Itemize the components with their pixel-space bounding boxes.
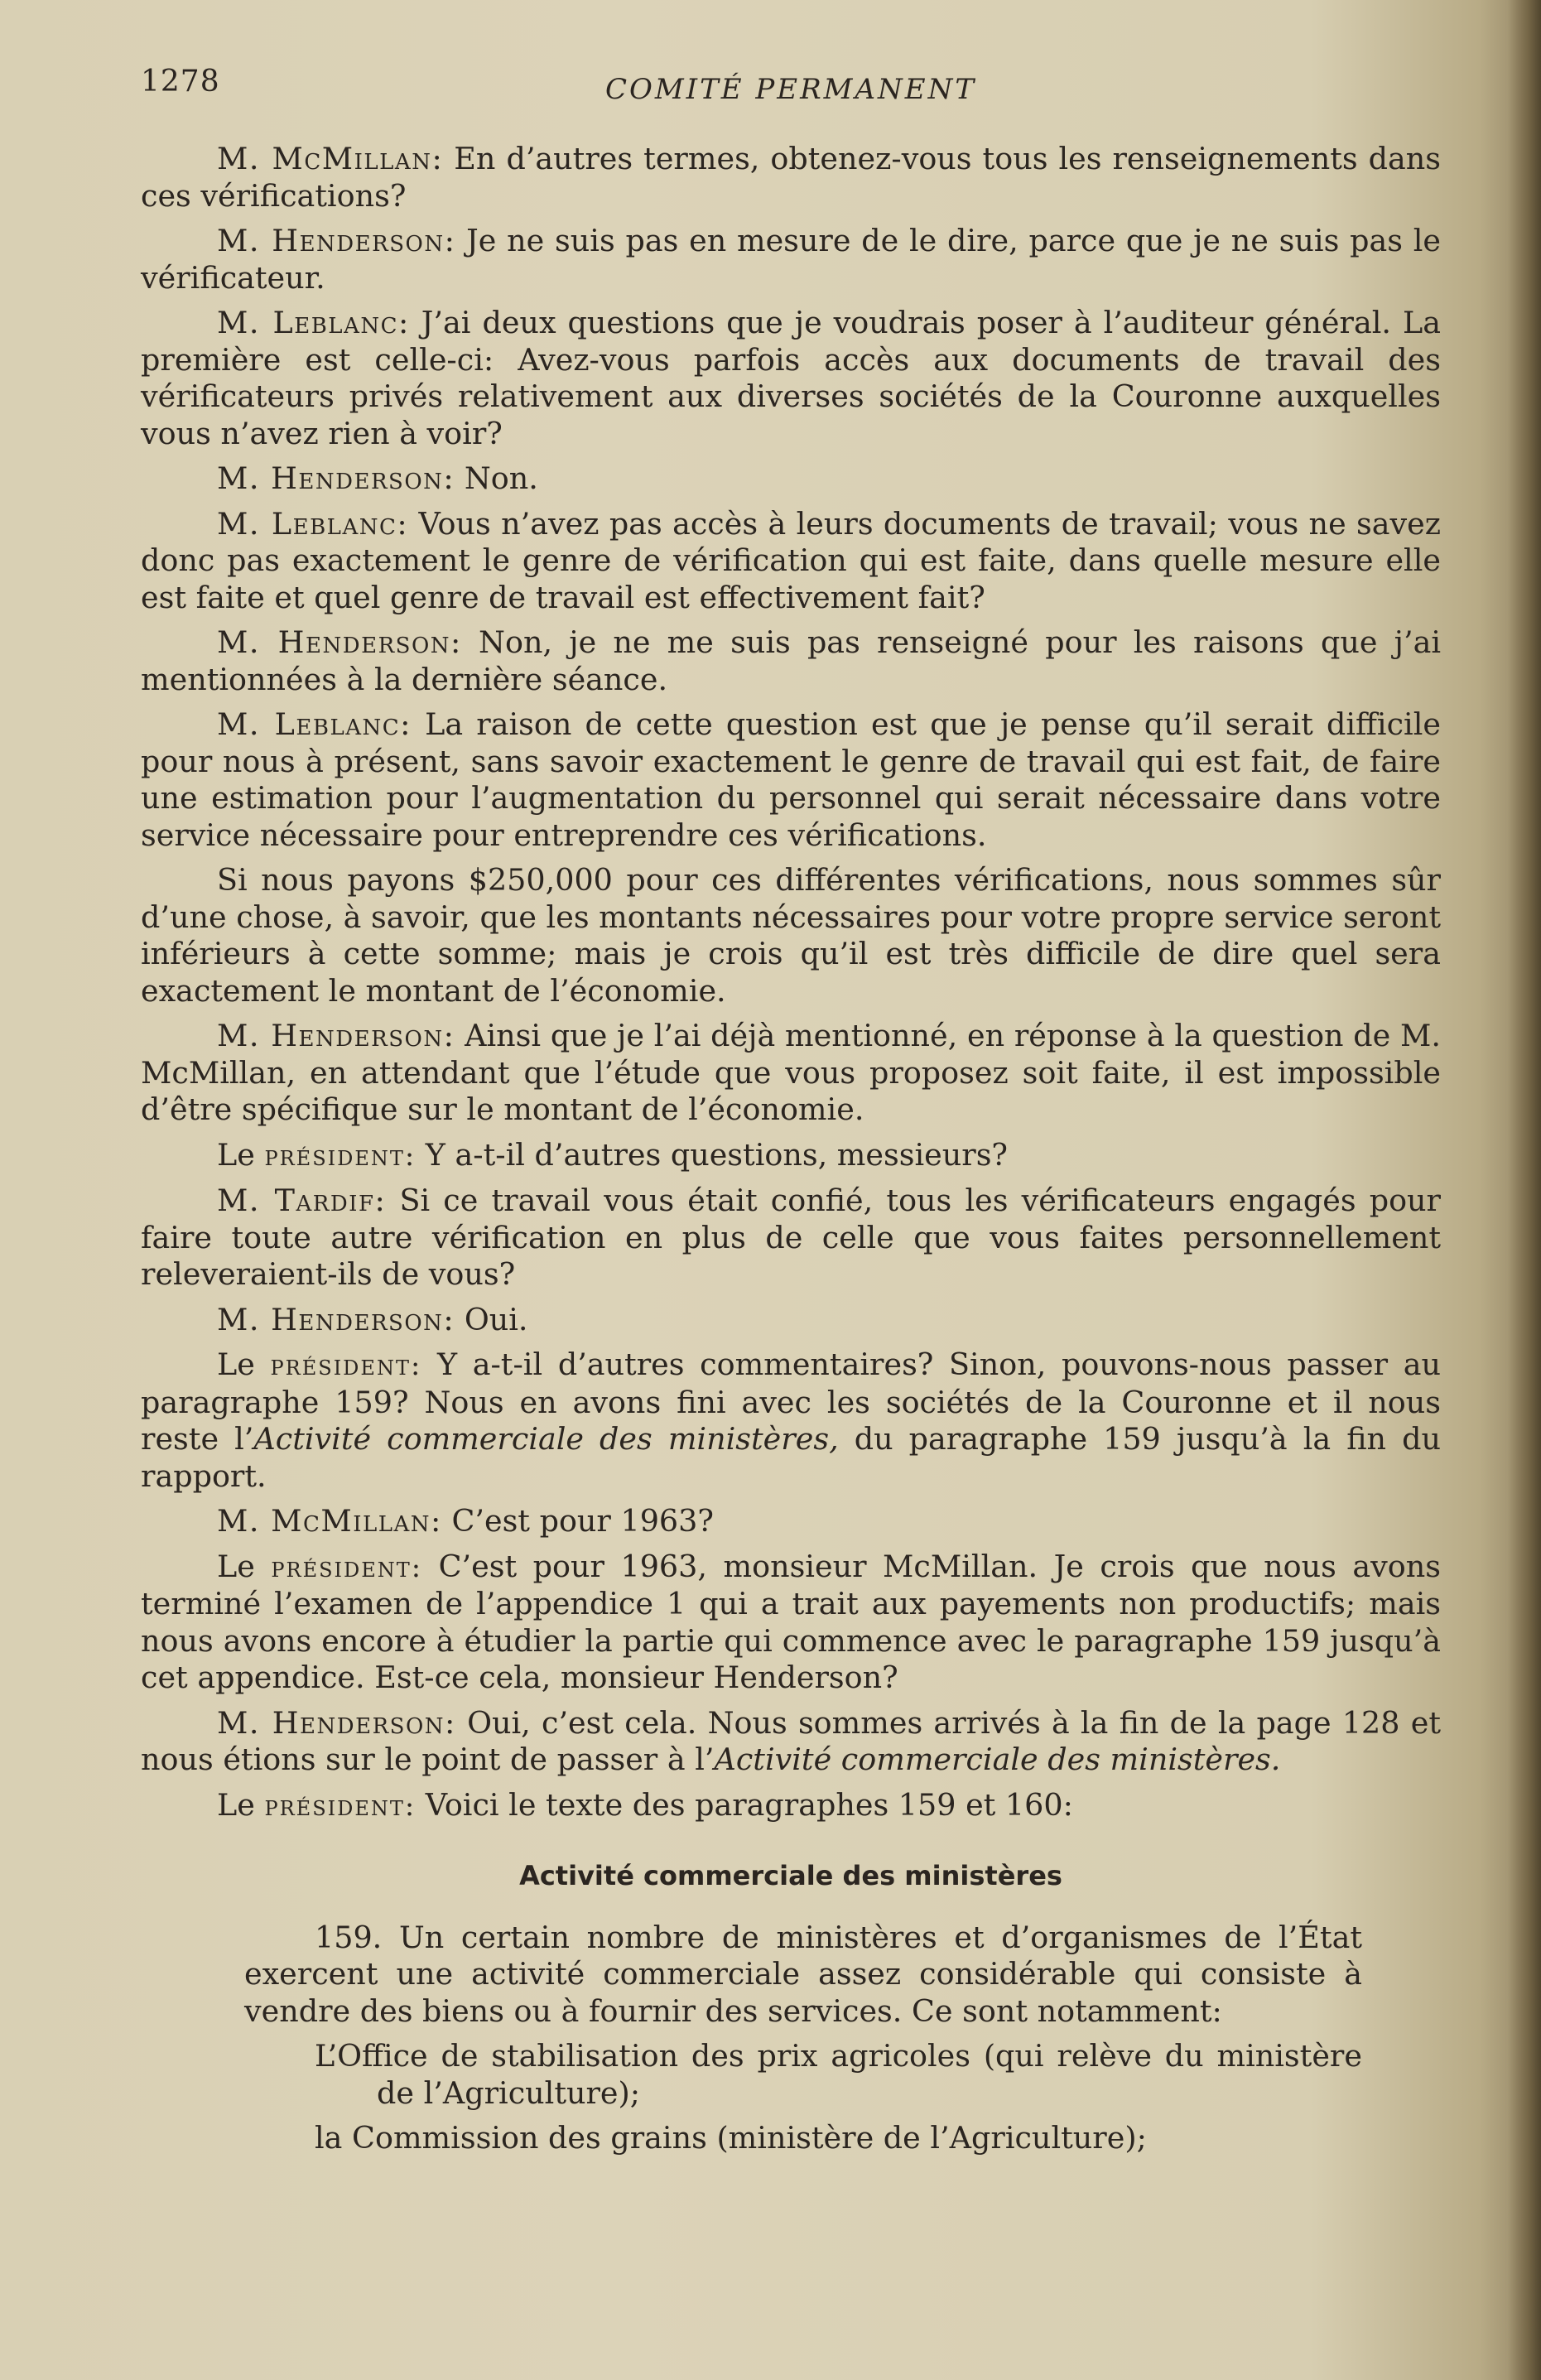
list-item: L’Office de stabilisation des prix agricoles (qui relève du ministère de l’Agriculture);: [315, 2038, 1362, 2111]
paragraph-text: La raison de cette question est que je pense qu’il serait difficile pour nous à présent, sans savoir exactement le genre de travail qui est fait, de faire une estimation pour l’augmentation du personnel qui serait nécessaire dans votre service nécessaire pour entreprendre ces vérifications.: [141, 706, 1441, 853]
paragraph-text: Oui, c’est cela. Nous sommes arrivés à la fin de la page 128 et nous étions sur le point de passer à l’: [141, 1704, 1441, 1777]
paragraph: [141, 706, 1441, 854]
transcript-body: [141, 141, 1441, 2166]
page-number: 1278: [141, 65, 220, 99]
paragraph-text: J’ai deux questions que je voudrais poser à l’auditeur général. La première est celle-ci: Avez-vous parfois accès aux documents de travail des vérificateurs privés relativement aux diverses sociétés de la Couronne auxquelles vous n’avez rien à voir?: [141, 305, 1441, 451]
quoted-report-text: [244, 1920, 1362, 2031]
paragraph: [141, 1018, 1441, 1129]
speaker-name: M. Henderson:: [217, 223, 456, 258]
paragraph: [141, 862, 1441, 1009]
speaker-prefix: Le: [217, 1548, 272, 1584]
speaker-name: M. Tardif:: [217, 1183, 387, 1218]
paragraph-text: C’est pour 1963?: [441, 1503, 714, 1539]
chair-name: président:: [264, 1789, 417, 1822]
speaker-name: M. Leblanc:: [217, 505, 409, 542]
speaker-name: M. Leblanc:: [217, 305, 410, 340]
paragraph: [141, 506, 1441, 617]
speaker-name: M. Leblanc:: [217, 706, 412, 742]
quoted-paragraph: 159. Un certain nombre de ministères et d’organismes de l’État exercent une activité commerciale assez considérable qui consiste à vendre des biens ou à fournir des services. Ce sont notamment:: [244, 1919, 1362, 2029]
speaker-name: M. Henderson:: [217, 624, 462, 660]
paragraph-text: Voici le texte des paragraphes 159 et 160:: [416, 1786, 1073, 1823]
speaker-name: M. Henderson:: [217, 1704, 456, 1741]
speaker-prefix: Le: [217, 1786, 265, 1823]
speaker-prefix: Le: [217, 1347, 271, 1382]
speaker-name: M. McMillan:: [217, 141, 444, 176]
chair-name: président:: [264, 1139, 417, 1172]
paragraph: [141, 1549, 1441, 1697]
paragraph-text-after: du paragraphe 159 jusqu’à la fin du rapport.: [141, 1421, 1441, 1494]
chair-name: président:: [270, 1349, 422, 1381]
paragraph: [141, 1705, 1441, 1779]
paragraph: [141, 141, 1441, 214]
paragraph: [141, 460, 1441, 498]
page-header: [141, 65, 1441, 114]
paragraph: [141, 1183, 1441, 1294]
paragraph-text: Ainsi que je l’ai déjà mentionné, en réponse à la question de M. McMillan, en attendant que l’étude que vous proposez soit faite, il est impossible d’être spécifique sur le montant de l’économie.: [141, 1018, 1441, 1127]
paragraph: [141, 624, 1441, 698]
paragraph-text: Si nous payons $250,000 pour ces différentes vérifications, nous sommes sûr d’une chose, à savoir, que les montants nécessaires pour votre propre service seront inférieurs à cette somme; mais je crois qu’il est très difficile de dire quel sera exactement le montant de l’économie.: [141, 862, 1441, 1009]
paragraph: [141, 305, 1441, 452]
paragraph: [141, 1302, 1441, 1339]
paragraph-text: Si ce travail vous était confié, tous les vérificateurs engagés pour faire toute autre vérification en plus de celle que vous faites personnellement releveraient-ils de vous?: [141, 1183, 1442, 1292]
speaker-name: M. Henderson:: [217, 460, 455, 496]
paragraph: [141, 1137, 1441, 1175]
paragraph: [141, 1347, 1441, 1495]
page-edge-shadow: [1508, 0, 1541, 2380]
paragraph-text: Non.: [455, 460, 538, 496]
italic-title: Activité commerciale des ministères.: [714, 1742, 1281, 1777]
paragraph-text: Vous n’avez pas accès à leurs documents de travail; vous ne savez donc pas exactement le genre de vérification qui est faite, dans quelle mesure elle est faite et quel genre de travail est effectivement fait?: [141, 505, 1441, 615]
paragraph-text: Y a-t-il d’autres questions, messieurs?: [416, 1136, 1009, 1173]
section-heading: Activité commerciale des ministères: [519, 1860, 1062, 1891]
paragraph-text: En d’autres termes, obtenez-vous tous les renseignements dans ces vérifications?: [141, 141, 1442, 214]
chair-name: président:: [271, 1550, 423, 1583]
speaker-name: M. Henderson:: [217, 1018, 455, 1053]
paragraph-text: Y a-t-il d’autres commentaires? Sinon, pouvons-nous passer au paragraphe 159? Nous en avons fini avec les sociétés de la Couronne et il nous reste l’: [141, 1347, 1441, 1457]
speaker-name: M. McMillan:: [217, 1503, 442, 1539]
paragraph: [141, 1503, 1441, 1540]
paragraph-text: Oui.: [455, 1301, 528, 1337]
italic-title: Activité commerciale des ministères,: [253, 1421, 839, 1457]
list-item: la Commission des grains (ministère de l’Agriculture);: [315, 2120, 1147, 2156]
paragraph-text: C’est pour 1963, monsieur McMillan. Je crois que nous avons terminé l’examen de l’appendice 1 qui a trait aux payements non productifs; mais nous avons encore à étudier la partie qui commence avec le paragraphe 159 jusqu’à cet appendice. Est-ce cela, monsieur Henderson?: [141, 1548, 1441, 1695]
speaker-name: M. Henderson:: [217, 1301, 455, 1337]
paragraph-text: Non, je ne me suis pas renseigné pour les raisons que j’ai mentionnées à la dernière séance.: [141, 624, 1442, 697]
paragraph-text: Je ne suis pas en mesure de le dire, parce que je ne suis pas le vérificateur.: [141, 223, 1442, 296]
paragraph: [141, 223, 1441, 296]
paragraph: [141, 1787, 1441, 1825]
speaker-prefix: Le: [217, 1136, 265, 1173]
running-title: COMITÉ PERMANENT: [604, 73, 977, 106]
